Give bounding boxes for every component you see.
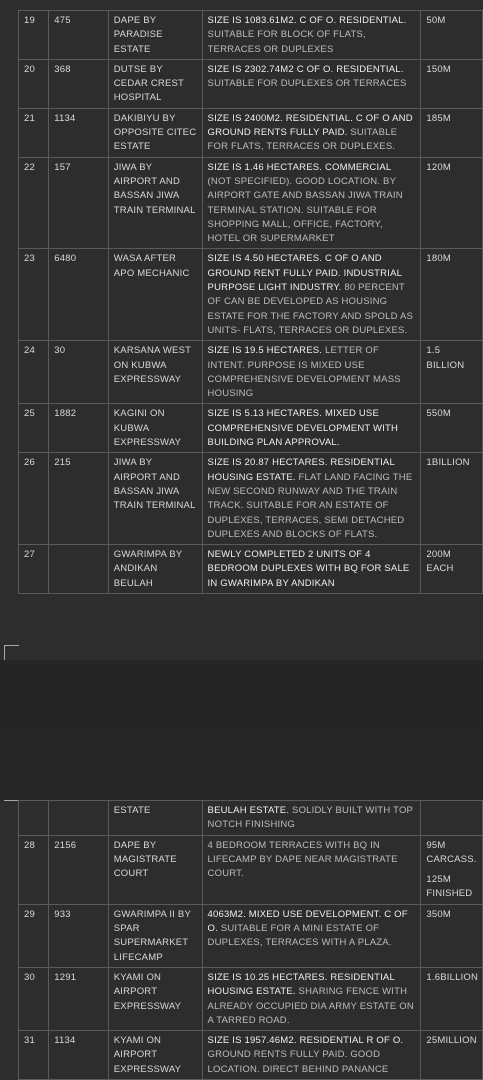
price-value: 200M EACH xyxy=(426,549,454,575)
price-cell xyxy=(421,157,483,249)
table-row xyxy=(19,59,483,108)
table-row xyxy=(19,801,483,836)
location-cell: DAPE BY PARADISE ESTATE xyxy=(108,11,202,60)
price-value: 50M xyxy=(426,15,446,26)
location-cell: WASA AFTER APO MECHANIC xyxy=(108,249,202,341)
plot-number-cell: 1134 xyxy=(49,108,109,157)
description-lead: SIZE IS 2302.74M2 C OF O. RESIDENTIAL. xyxy=(207,63,404,75)
price-value: 1.6BILLION xyxy=(426,971,479,983)
table-row xyxy=(19,545,483,594)
description-rest: 4 BEDROOM TERRACES WITH BQ IN LIFECAMP BY DAPE NEAR MAGISTRATE COURT. xyxy=(207,839,398,880)
serial-number-cell: 20 xyxy=(19,59,49,108)
page-gap xyxy=(0,660,483,730)
table-row xyxy=(19,967,483,1030)
table-row xyxy=(19,1031,483,1080)
serial-number-cell: 25 xyxy=(19,404,49,453)
description-rest: SHARING FENCE WITH ALREADY OCCUPIED DIA ARMY ESTATE ON A TARRED ROAD. xyxy=(207,986,414,1026)
price-value: 550M xyxy=(426,408,451,420)
property-table-top xyxy=(18,10,483,594)
serial-number-cell: 30 xyxy=(19,967,49,1030)
property-table-bottom xyxy=(18,800,483,1080)
price-value-secondary: 125M FINISHED xyxy=(426,874,473,900)
price-value: 350M xyxy=(426,908,451,920)
price-value: 150M xyxy=(426,63,451,75)
price-cell xyxy=(421,341,483,404)
plot-number-cell: 215 xyxy=(49,453,109,545)
price-value: 185M xyxy=(426,112,451,124)
location-cell: KARSANA WEST ON KUBWA EXPRESSWAY xyxy=(108,341,202,404)
description-rest: GROUND RENTS FULLY PAID. GOOD LOCATION. DIRECT BEHIND PANANCE xyxy=(207,1049,389,1075)
description-cell xyxy=(202,801,421,836)
price-cell xyxy=(421,967,483,1030)
description-rest: SUITABLE FOR FLATS, TERRACES OR DUPLEXES. xyxy=(207,127,398,153)
table-row xyxy=(19,904,483,967)
description-cell xyxy=(202,1031,421,1080)
description-lead: SIZE IS 1083.61M2. C OF O. RESIDENTIAL. xyxy=(207,15,407,26)
price-cell xyxy=(421,835,483,904)
plot-number-cell: 6480 xyxy=(49,249,109,341)
location-cell: GWARIMPA BY ANDIKAN BEULAH xyxy=(108,545,202,594)
description-cell xyxy=(202,404,421,453)
location-cell: KYAMI ON AIRPORT EXPRESSWAY xyxy=(108,967,202,1030)
price-cell xyxy=(421,249,483,341)
price-cell xyxy=(421,453,483,545)
description-rest: SUITABLE FOR A MINI ESTATE OF DUPLEXES, TERRACES WITH A PLAZA. xyxy=(207,923,392,949)
location-cell: GWARIMPA II BY SPAR SUPERMARKET LIFECAMP xyxy=(108,904,202,967)
table-row xyxy=(19,249,483,341)
description-lead: SIZE IS 19.5 HECTARES. xyxy=(207,345,323,357)
table-row xyxy=(19,157,483,249)
location-cell: DAKIBIYU BY OPPOSITE CITEC ESTATE xyxy=(108,108,202,157)
description-rest: (NOT SPECIFIED). GOOD LOCATION. BY AIRPORT GATE AND BASSAN JIWA TRAIN TERMINAL STATION. SUITABLE FOR SHOPPING MALL, OFFICE, FACTORY, HOTEL OR SUPERMARKET xyxy=(207,175,403,245)
plot-number-cell xyxy=(49,801,109,836)
description-lead: BEULAH ESTATE. xyxy=(207,805,290,816)
price-value: 1BILLION xyxy=(426,457,470,469)
location-cell: KAGINI ON KUBWA EXPRESSWAY xyxy=(108,404,202,453)
plot-number-cell: 1134 xyxy=(49,1031,109,1080)
price-value: 1.5 BILLION xyxy=(426,345,465,371)
page-gap xyxy=(0,730,483,800)
plot-number-cell: 157 xyxy=(49,157,109,249)
price-cell xyxy=(421,801,483,836)
description-cell xyxy=(202,545,421,594)
plot-number-cell: 475 xyxy=(49,11,109,60)
price-cell xyxy=(421,545,483,594)
plot-number-cell: 2156 xyxy=(49,835,109,904)
location-cell: DUTSE BY CEDAR CREST HOSPITAL xyxy=(108,59,202,108)
description-cell xyxy=(202,59,421,108)
serial-number-cell: 28 xyxy=(19,835,49,904)
price-value: 95M CARCASS. xyxy=(426,839,477,865)
price-cell xyxy=(421,404,483,453)
serial-number-cell: 27 xyxy=(19,545,49,594)
price-value: 180M xyxy=(426,253,451,265)
serial-number-cell: 22 xyxy=(19,157,49,249)
serial-number-cell: 21 xyxy=(19,108,49,157)
description-rest: FLAT LAND FACING THE NEW SECOND RUNWAY AND THE TRAIN TRACK. SUITABLE FOR AN ESTATE OF DUPLEXES, TERRACES, SEMI DETACHED DUPLEXES AND BLOCKS OF FLATS. xyxy=(207,471,413,540)
plot-number-cell: 30 xyxy=(49,341,109,404)
description-lead: SIZE IS 10.25 HECTARES. RESIDENTIAL HOUSING ESTATE. xyxy=(207,971,395,998)
description-cell xyxy=(202,157,421,249)
price-value: 120M xyxy=(426,161,451,173)
serial-number-cell: 31 xyxy=(19,1031,49,1080)
serial-number-cell xyxy=(19,801,49,836)
table-row xyxy=(19,404,483,453)
description-rest: SUITABLE FOR DUPLEXES OR TERRACES xyxy=(207,78,407,90)
description-cell xyxy=(202,11,421,60)
table-row xyxy=(19,11,483,60)
plot-number-cell xyxy=(49,545,109,594)
table-row xyxy=(19,835,483,904)
description-lead: 4063M2. MIXED USE DEVELOPMENT. C OF O. xyxy=(207,908,408,935)
plot-number-cell: 1882 xyxy=(49,404,109,453)
location-cell: ESTATE xyxy=(108,801,202,836)
price-cell xyxy=(421,904,483,967)
serial-number-cell: 24 xyxy=(19,341,49,404)
table-row xyxy=(19,341,483,404)
document-page-2 xyxy=(0,800,483,1080)
description-lead: SIZE IS 1957.46M2. RESIDENTIAL R OF O. xyxy=(207,1035,404,1047)
price-value: 25MILLION xyxy=(426,1035,477,1047)
price-cell xyxy=(421,59,483,108)
location-cell: DAPE BY MAGISTRATE COURT xyxy=(108,835,202,904)
description-cell xyxy=(202,835,421,904)
description-cell xyxy=(202,967,421,1030)
description-cell xyxy=(202,108,421,157)
description-lead: NEWLY COMPLETED 2 UNITS OF 4 BEDROOM DUPLEXES WITH BQ FOR SALE IN GWARIMPA BY ANDIKAN xyxy=(207,549,410,589)
description-lead: SIZE IS 1.46 HECTARES. COMMERCIAL xyxy=(207,161,391,173)
description-cell xyxy=(202,249,421,341)
serial-number-cell: 19 xyxy=(19,11,49,60)
serial-number-cell: 26 xyxy=(19,453,49,545)
table-row xyxy=(19,453,483,545)
location-cell: JIWA BY AIRPORT AND BASSAN JIWA TRAIN TERMINAL xyxy=(108,453,202,545)
plot-number-cell: 368 xyxy=(49,59,109,108)
crop-mark xyxy=(4,645,19,660)
description-lead: SIZE IS 5.13 HECTARES. MIXED USE COMPREHENSIVE DEVELOPMENT WITH BUILDING PLAN APPROVAL. xyxy=(207,408,399,449)
description-rest: 80 PERCENT OF CAN BE DEVELOPED AS HOUSING ESTATE FOR THE FACTORY AND SPOLD AS UNITS- FLATS, TERRACES OR DUPLEXES. xyxy=(207,282,414,336)
plot-number-cell: 1291 xyxy=(49,967,109,1030)
price-cell xyxy=(421,1031,483,1080)
description-rest: LETTER OF INTENT. PURPOSE IS MIXED USE COMPREHENSIVE DEVELOPMENT MASS HOUSING xyxy=(207,345,401,400)
description-rest: SUITABLE FOR BLOCK OF FLATS, TERRACES OR DUPLEXES xyxy=(207,29,366,55)
serial-number-cell: 29 xyxy=(19,904,49,967)
plot-number-cell: 933 xyxy=(49,904,109,967)
description-cell xyxy=(202,453,421,545)
description-lead: SIZE IS 4.50 HECTARES. C OF O AND GROUND RENT FULLY PAID. INDUSTRIAL PURPOSE LIGHT INDUSTRY. xyxy=(207,253,402,294)
price-cell xyxy=(421,108,483,157)
description-cell xyxy=(202,904,421,967)
serial-number-cell: 23 xyxy=(19,249,49,341)
description-cell xyxy=(202,341,421,404)
location-cell: KYAMI ON AIRPORT EXPRESSWAY xyxy=(108,1031,202,1080)
price-cell xyxy=(421,11,483,60)
description-lead: SIZE IS 20.87 HECTARES. RESIDENTIAL HOUSING ESTATE. xyxy=(207,457,395,483)
table-row xyxy=(19,108,483,157)
location-cell: JIWA BY AIRPORT AND BASSAN JIWA TRAIN TERMINAL xyxy=(108,157,202,249)
description-rest: SOLIDLY BUILT WITH TOP NOTCH FINISHING xyxy=(207,805,413,831)
description-lead: SIZE IS 2400M2. RESIDENTIAL. C OF O AND GROUND RENTS FULLY PAID. xyxy=(207,112,413,139)
crop-mark xyxy=(4,800,19,801)
